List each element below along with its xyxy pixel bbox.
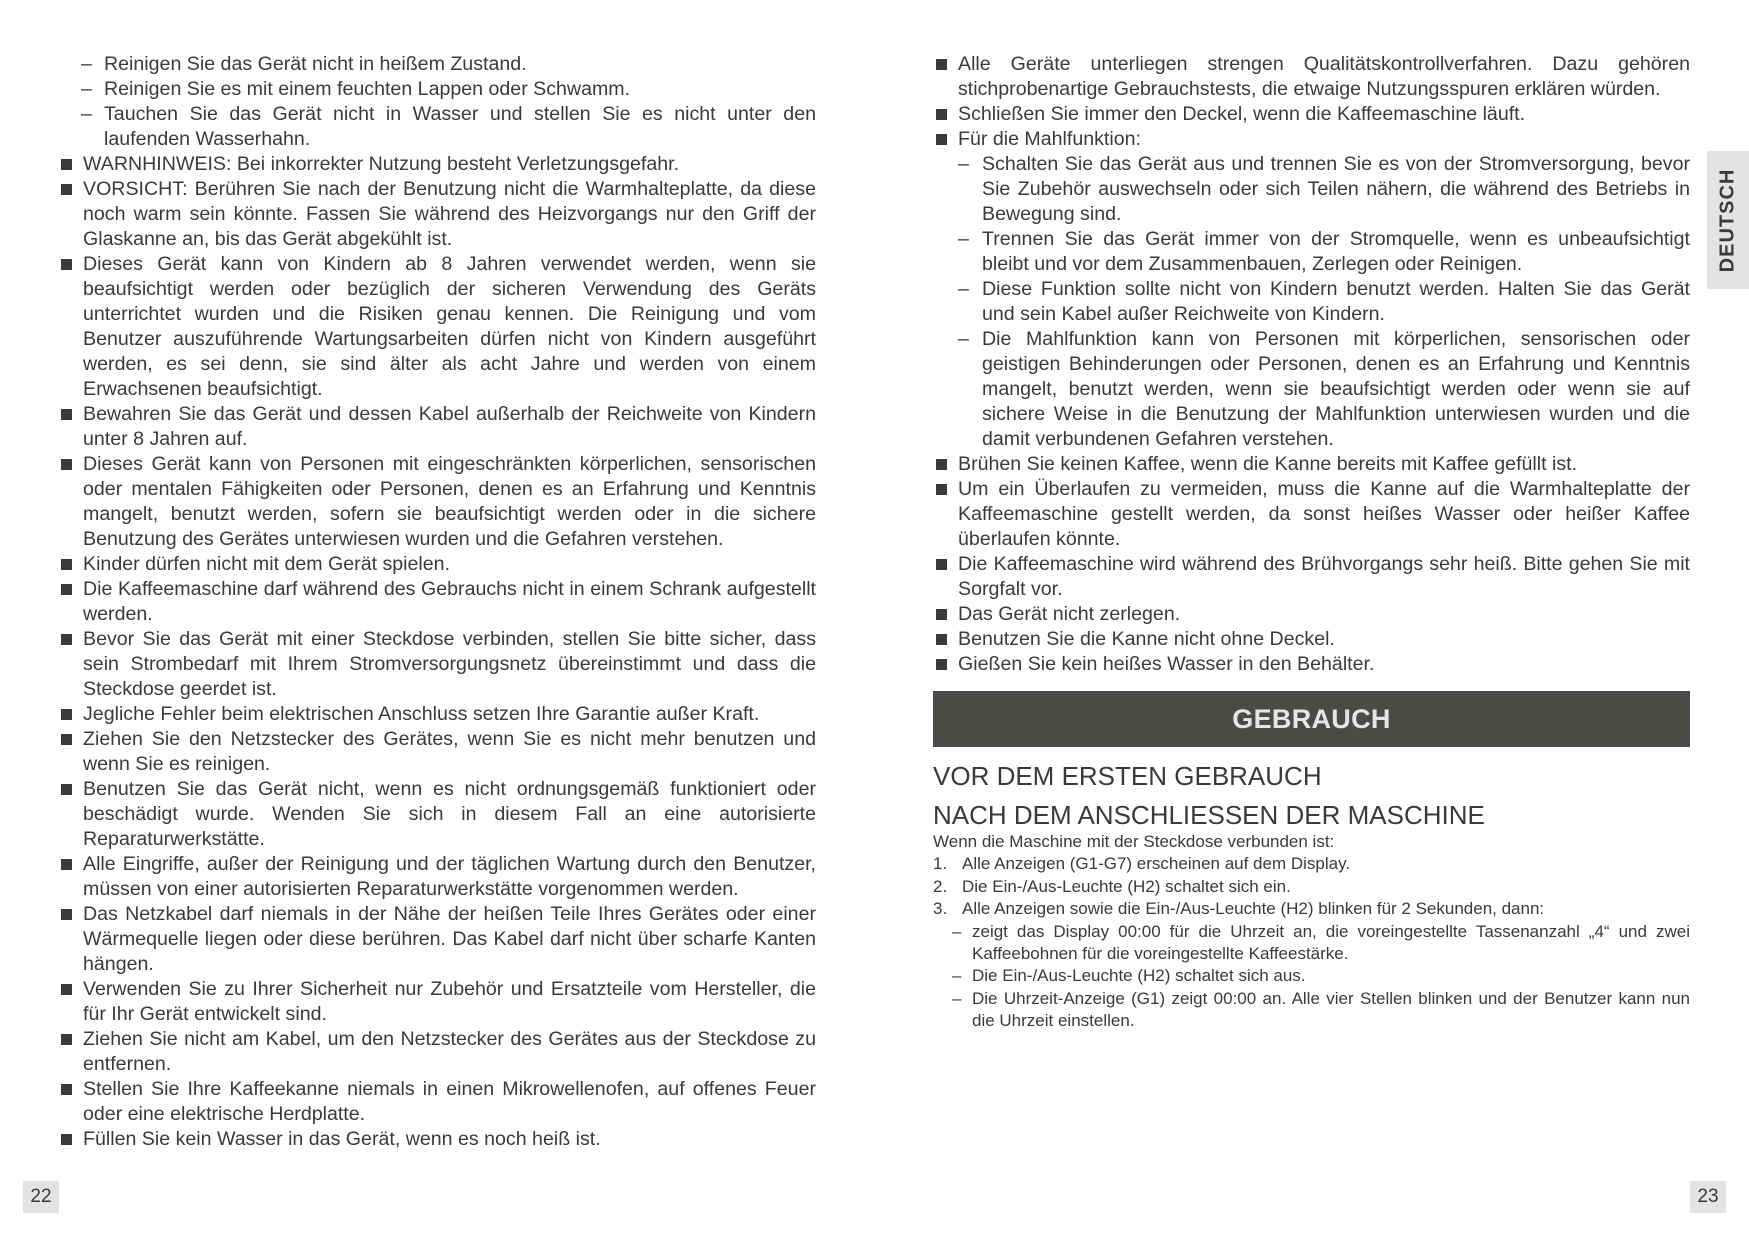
step-text: Alle Anzeigen (G1-G7) erscheinen auf dem Display. xyxy=(962,854,1351,874)
dash-item xyxy=(952,921,1690,966)
bullet-item xyxy=(58,702,816,727)
bullet-item-text: Schließen Sie immer den Deckel, wenn die Kaffeemaschine läuft. xyxy=(958,103,1526,125)
steps-list xyxy=(933,853,1690,1032)
right-page xyxy=(933,52,1690,1033)
step-text: Die Ein-/Aus-Leuchte (H2) schaltet sich ein. xyxy=(962,876,1291,896)
step3-sublist xyxy=(933,921,1690,1033)
dash-item-text: – Diese Funktion sollte nicht von Kindern benutzt werden. Halten Sie das Gerät und sein Kabel außer Reichweite von Kindern. xyxy=(982,278,1690,325)
dash-item xyxy=(958,277,1690,327)
bullet-item xyxy=(933,477,1690,552)
dash-item-text: – Reinigen Sie es mit einem feuchten Lappen oder Schwamm. xyxy=(104,78,631,100)
step-number: 1. xyxy=(933,854,948,874)
bullet-item-text: WARNHINWEIS: Bei inkorrekter Nutzung besteht Verletzungsgefahr. xyxy=(83,153,680,175)
page-number-right-text: 23 xyxy=(1697,1186,1719,1207)
section-title-bar xyxy=(933,691,1690,747)
bullet-item xyxy=(58,177,816,252)
bullet-item xyxy=(58,902,816,977)
bullet-item-text: Bewahren Sie das Gerät und dessen Kabel außerhalb der Reichweite von Kindern unter 8 Jahren auf. xyxy=(83,403,816,450)
bullet-item-text: Ziehen Sie nicht am Kabel, um den Netzstecker des Gerätes aus der Steckdose zu entfernen. xyxy=(83,1028,816,1075)
step-item xyxy=(933,853,1690,875)
dash-item-text: – zeigt das Display 00:00 für die Uhrzeit an, die voreingestellte Tassenanzahl „4“ und zwei Kaffeebohnen für die voreingestellte Kaffeestärke. xyxy=(972,921,1690,964)
bullet-item-text: Verwenden Sie zu Ihrer Sicherheit nur Zubehör und Ersatzteile vom Hersteller, die für Ihr Gerät entwickelt sind. xyxy=(83,978,816,1025)
dash-item xyxy=(58,77,816,102)
bullet-item-text: Brühen Sie keinen Kaffee, wenn die Kanne bereits mit Kaffee gefüllt ist. xyxy=(958,453,1578,475)
dash-item-text: – Die Uhrzeit-Anzeige (G1) zeigt 00:00 an. Alle vier Stellen blinken und der Benutzer kann nun die Uhrzeit einstellen. xyxy=(972,988,1690,1031)
language-tab-label: DEUTSCH xyxy=(1716,168,1739,272)
bullet-item xyxy=(58,727,816,777)
dash-item xyxy=(958,327,1690,452)
bullet-item-text: Dieses Gerät kann von Kindern ab 8 Jahren verwendet werden, wenn sie beaufsichtigt werden oder bezüglich der sicheren Verwendung des Geräts unterrichtet wurden und die Risiken genau kennen. Die Reinigung und vom Benutzer auszuführende Wartungsarbeiten dürfen nicht von Kindern ausgeführt werden, es sei denn, sie sind älter als acht Jahre und werden von einem Erwachsenen beaufsichtigt. xyxy=(83,253,816,400)
bullet-item xyxy=(933,452,1690,477)
section-title: GEBRAUCH xyxy=(1232,703,1391,734)
grinder-section xyxy=(933,127,1690,452)
bullet-item xyxy=(58,252,816,402)
page-number-right xyxy=(1690,1181,1726,1213)
bullet-item xyxy=(58,627,816,702)
step-number: 2. xyxy=(933,876,948,896)
heading-before-first-use: VOR DEM ERSTEN GEBRAUCH xyxy=(933,761,1322,791)
bullet-item-text: Dieses Gerät kann von Personen mit eingeschränkten körperlichen, sensorischen oder mentalen Fähigkeiten oder Personen, denen es an Erfahrung und Kenntnis mangelt, benutzt werden, sofern sie beaufsichtigt werden oder in die sichere Benutzung des Gerätes unterwiesen wurden und die Gefahren verstehen. xyxy=(83,453,816,550)
bullet-item-text: Das Netzkabel darf niemals in der Nähe der heißen Teile Ihres Gerätes oder einer Wärmequelle liegen oder diese berühren. Das Kabel darf nicht über scharfe Kanten hängen. xyxy=(83,903,816,975)
bullet-item xyxy=(58,977,816,1027)
step-number: 3. xyxy=(933,899,948,919)
step-item xyxy=(933,876,1690,898)
bullet-item-text: Das Gerät nicht zerlegen. xyxy=(958,603,1181,625)
bullet-item-text: Alle Geräte unterliegen strengen Qualitätskontrollverfahren. Dazu gehören stichprobenartige Gebrauchstests, die etwaige Nutzungsspuren erklären würden. xyxy=(958,53,1690,100)
bullet-item xyxy=(58,1127,816,1152)
bullet-item-text: VORSICHT: Berühren Sie nach der Benutzung nicht die Warmhalteplatte, da diese noch warm sein könnte. Fassen Sie während des Heizvorgangs nur den Griff der Glaskanne an, bis das Gerät abgekühlt ist. xyxy=(83,178,816,250)
bullet-item xyxy=(933,652,1690,677)
bullet-item xyxy=(933,552,1690,602)
bullet-item xyxy=(58,577,816,627)
step-text: Alle Anzeigen sowie die Ein-/Aus-Leuchte (H2) blinken für 2 Sekunden, dann: xyxy=(962,899,1545,919)
dash-item xyxy=(958,152,1690,227)
dash-item xyxy=(58,102,816,152)
dash-item-text: – Tauchen Sie das Gerät nicht in Wasser und stellen Sie es nicht unter den laufenden Wasserhahn. xyxy=(104,103,816,150)
bullet-item-text: Jegliche Fehler beim elektrischen Anschluss setzen Ihre Garantie außer Kraft. xyxy=(83,703,760,725)
bullet-item xyxy=(933,52,1690,102)
bullet-item-text: Kinder dürfen nicht mit dem Gerät spielen. xyxy=(83,553,451,575)
dash-item-text: – Die Ein-/Aus-Leuchte (H2) schaltet sich aus. xyxy=(972,966,1306,986)
dash-item-text: – Trennen Sie das Gerät immer von der Stromquelle, wenn es unbeaufsichtigt bleibt und vor dem Zusammenbauen, Zerlegen oder Reinigen. xyxy=(982,228,1690,275)
dash-item-text: – Reinigen Sie das Gerät nicht in heißem Zustand. xyxy=(104,53,527,75)
language-tab xyxy=(1707,151,1749,289)
bullet-item xyxy=(58,1027,816,1077)
bullet-item xyxy=(58,452,816,552)
bullet-item xyxy=(933,627,1690,652)
bullet-item-text: Die Kaffeemaschine wird während des Brühvorgangs sehr heiß. Bitte gehen Sie mit Sorgfalt vor. xyxy=(958,553,1690,600)
bullet-item-text: Gießen Sie kein heißes Wasser in den Behälter. xyxy=(958,653,1375,675)
right-safety-list xyxy=(933,52,1690,127)
bullet-item xyxy=(58,152,816,177)
page-number-left xyxy=(23,1181,59,1213)
left-page xyxy=(58,52,816,1152)
bullet-item xyxy=(58,1077,816,1127)
bullet-item-text: Benutzen Sie die Kanne nicht ohne Deckel. xyxy=(958,628,1335,650)
heading-after-connecting: NACH DEM ANSCHLIESSEN DER MASCHINE xyxy=(933,800,1485,830)
page-number-left-text: 22 xyxy=(30,1186,52,1207)
dash-item-text: – Schalten Sie das Gerät aus und trennen Sie es von der Stromversorgung, bevor Sie Zubehör auswechseln oder sich Teilen nähern, die während des Betriebs in Bewegung sind. xyxy=(982,153,1690,225)
bullet-item-text: Benutzen Sie das Gerät nicht, wenn es nicht ordnungsgemäß funktioniert oder beschädigt wurde. Wenden Sie sich in diesem Fall an eine autorisierte Reparaturwerkstätte. xyxy=(83,778,816,850)
grinder-label: Für die Mahlfunktion: xyxy=(958,128,1141,150)
bullet-item xyxy=(58,777,816,852)
bullet-item-text: Um ein Überlaufen zu vermeiden, muss die Kanne auf die Warmhalteplatte der Kaffeemaschine gestellt werden, da sonst heißes Wasser oder heißer Kaffee überlaufen könnte. xyxy=(958,478,1690,550)
right-safety-list-2 xyxy=(933,452,1690,677)
bullet-item xyxy=(58,552,816,577)
dash-item xyxy=(952,965,1690,987)
intro-text: Wenn die Maschine mit der Steckdose verbunden ist: xyxy=(933,832,1335,851)
bullet-item xyxy=(933,602,1690,627)
bullet-item-text: Füllen Sie kein Wasser in das Gerät, wenn es noch heiß ist. xyxy=(83,1128,601,1150)
bullet-item xyxy=(58,402,816,452)
bullet-item-text: Stellen Sie Ihre Kaffeekanne niemals in einen Mikrowellenofen, auf offenes Feuer oder eine elektrische Herdplatte. xyxy=(83,1078,816,1125)
dash-item xyxy=(958,227,1690,277)
step-item xyxy=(933,898,1690,920)
grinder-sublist xyxy=(958,152,1690,452)
bullet-item xyxy=(933,102,1690,127)
dash-item xyxy=(952,988,1690,1033)
dash-item-text: – Die Mahlfunktion kann von Personen mit körperlichen, sensorischen oder geistigen Behinderungen oder Personen, denen es an Erfahrung und Kenntnis mangelt, benutzt werden, wenn sie beaufsichtigt werden oder wenn sie auf sichere Weise in die Benutzung der Mahlfunktion unterwiesen wurden und die damit verbundenen Gefahren verstehen. xyxy=(982,328,1690,450)
bullet-item-text: Bevor Sie das Gerät mit einer Steckdose verbinden, stellen Sie bitte sicher, dass sein Strombedarf mit Ihrem Stromversorgungsnetz übereinstimmt und dass die Steckdose geerdet ist. xyxy=(83,628,816,700)
bullet-item-text: Die Kaffeemaschine darf während des Gebrauchs nicht in einem Schrank aufgestellt werden. xyxy=(83,578,816,625)
bullet-item-text: Ziehen Sie den Netzstecker des Gerätes, wenn Sie es nicht mehr benutzen und wenn Sie es reinigen. xyxy=(83,728,816,775)
bullet-item-text: Alle Eingriffe, außer der Reinigung und der täglichen Wartung durch den Benutzer, müssen von einer autorisierten Reparaturwerkstätte vorgenommen werden. xyxy=(83,853,816,900)
dash-item xyxy=(58,52,816,77)
grinder-bullet xyxy=(933,127,1690,452)
bullet-item xyxy=(58,852,816,902)
left-safety-list xyxy=(58,52,816,1152)
